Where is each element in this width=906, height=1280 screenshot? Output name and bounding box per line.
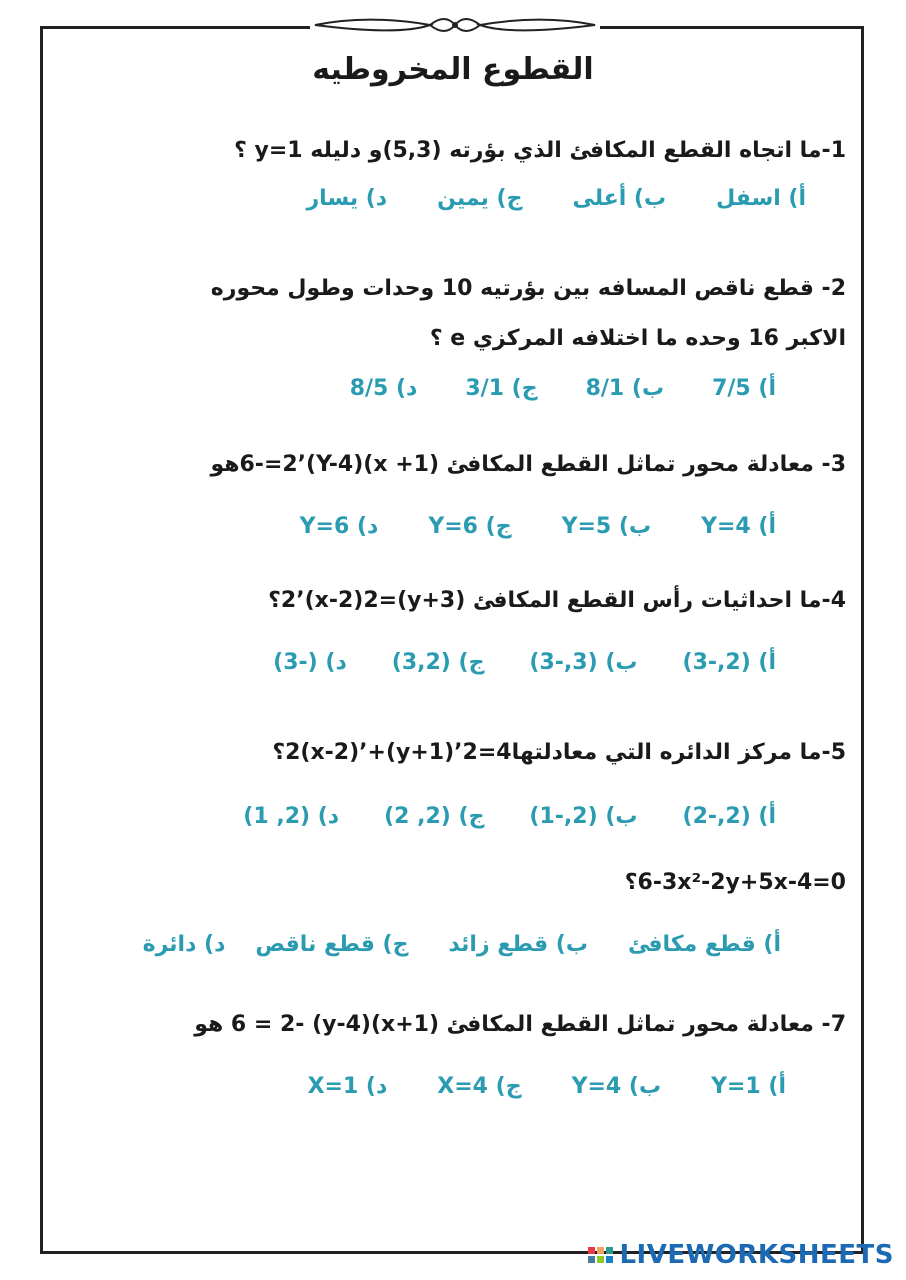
option-a[interactable]: أ) 7/5 [712,376,776,401]
option-b[interactable]: ب) (2,-1) [529,804,638,829]
option-c[interactable]: ج) (3,2) [391,650,485,675]
option-a[interactable]: أ) اسفل [716,186,806,211]
question-6-text: 6-3x²-2y+5x-4=0؟ [624,870,846,895]
liveworksheets-logo-icon [588,1247,613,1263]
question-3-options [300,514,776,539]
option-c[interactable]: ج) 3/1 [465,376,538,401]
option-b[interactable]: ب) (3,-3) [529,650,638,675]
option-c[interactable]: ج) قطع ناقص [255,932,409,957]
question-7-options [308,1074,786,1099]
option-d[interactable]: د) (-3) [273,650,347,675]
question-2-text-line-2: الاكبر 16 وحده ما اختلافه المركزي e ؟ [429,326,846,351]
question-2-options [350,376,776,401]
page-title: القطوع المخروطيه [312,52,594,87]
brand-name: LIVEWORKSHEETS [619,1240,894,1270]
option-a[interactable]: أ) (2,-2) [682,804,776,829]
question-2-text-line-1: 2- قطع ناقص المسافه بين بؤرتيه 10 وحدات وطول محوره [210,276,846,301]
question-6-options [143,932,781,957]
option-d[interactable]: د) X=1 [307,1074,388,1099]
option-d[interactable]: د) (2, 1) [243,804,340,829]
question-4-text: 4-ما احداثيات رأس القطع المكافئ (y+3)=2’(x-2)2؟ [268,588,846,613]
option-a[interactable]: أ) (2,-3) [682,650,776,675]
question-7-text: 7- معادلة محور تماثل القطع المكافئ (x+1)(y-4) -6 = 2 هو [194,1012,846,1037]
option-b[interactable]: ب) Y=5 [561,514,652,539]
question-5-options [243,804,776,829]
liveworksheets-footer[interactable] [588,1240,894,1270]
decorative-ornament [310,8,600,42]
question-5-text: 5-ما مركز الدائره التي معادلتها4=2’(y+1)+’(x-2)2؟ [272,740,846,765]
question-3-text: 3- معادلة محور تماثل القطع المكافئ (1+ x)6-=2’(Y-4)هو [210,452,846,477]
option-b[interactable]: ب) أعلى [572,186,667,211]
option-d[interactable]: د) يسار [306,186,388,211]
question-1-options [307,186,806,211]
option-c[interactable]: ج) X=4 [437,1074,522,1099]
option-c[interactable]: ج) (2, 2) [384,804,485,829]
option-b[interactable]: ب) قطع زائد [448,932,588,957]
option-d[interactable]: د) 8/5 [349,376,418,401]
option-c[interactable]: ج) Y=6 [428,514,512,539]
option-d[interactable]: د) Y=6 [299,514,379,539]
option-b[interactable]: ب) Y=4 [571,1074,662,1099]
option-a[interactable]: أ) قطع مكافئ [627,932,781,957]
option-c[interactable]: ج) يمين [437,186,523,211]
question-1-text: 1-ما اتجاه القطع المكافئ الذي بؤرته (5,3)و دليله y=1 ؟ [234,138,846,163]
question-4-options [273,650,776,675]
option-b[interactable]: ب) 8/1 [585,376,665,401]
option-d[interactable]: د) دائرة [142,932,226,957]
option-a[interactable]: أ) Y=4 [701,514,776,539]
option-a[interactable]: أ) Y=1 [711,1074,786,1099]
